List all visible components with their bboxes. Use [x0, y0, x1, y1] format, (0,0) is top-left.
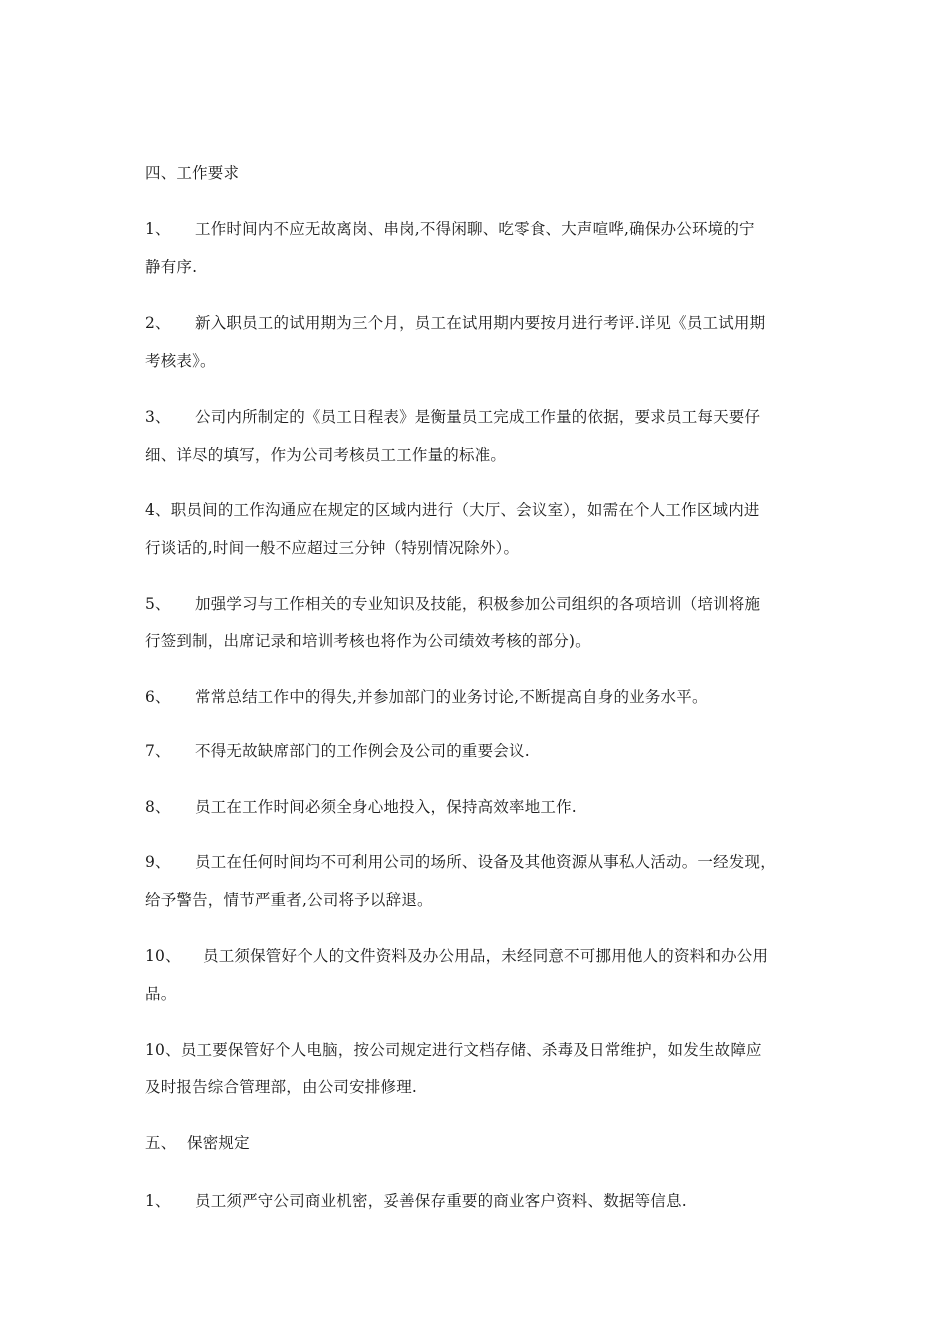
item-10a-line-1: [145, 946, 768, 966]
item-7-text: 不得无故缺席部门的工作例会及公司的重要会议.: [195, 742, 530, 760]
item-6-number: 6、: [145, 688, 171, 706]
item-4-line-2: 行谈话的,时间一般不应超过三分钟（特别情况除外）。: [145, 539, 520, 557]
item-2-number: 2、: [145, 314, 171, 332]
item-5-line-2: 行签到制，出席记录和培训考核也将作为公司绩效考核的部分)。: [145, 632, 591, 650]
section-4-heading: 四、工作要求: [145, 164, 240, 182]
section-5-item-1-line-1: [145, 1191, 687, 1211]
item-9-text: 员工在任何时间均不可利用公司的场所、设备及其他资源从事私人活动。一经发现，: [195, 853, 776, 871]
item-5-line-1: [145, 594, 760, 614]
item-1-line-1: [145, 219, 755, 239]
item-8-line-1: [145, 797, 577, 817]
item-9-line-1: [145, 852, 776, 872]
item-8-text: 员工在工作时间必须全身心地投入，保持高效率地工作.: [195, 798, 577, 816]
item-8-number: 8、: [145, 798, 171, 816]
section-5-heading: [145, 1133, 250, 1153]
item-5-number: 5、: [145, 595, 171, 613]
item-10a-text: 员工须保管好个人的文件资料及办公用品，未经同意不可挪用他人的资料和办公用: [203, 947, 769, 965]
item-9-line-2: 给予警告，情节严重者,公司将予以辞退。: [145, 891, 433, 909]
item-1-line-2: 静有序.: [145, 258, 198, 276]
item-3-line-1: [145, 407, 760, 427]
item-1-text: 工作时间内不应无故离岗、串岗,不得闲聊、吃零食、大声喧哗,确保办公环境的宁: [195, 220, 755, 238]
section-5-number: 五、: [145, 1134, 177, 1152]
item-3-line-2: 细、详尽的填写，作为公司考核员工工作量的标准。: [145, 446, 507, 464]
item-3-number: 3、: [145, 408, 171, 426]
item-6-line-1: [145, 687, 708, 707]
item-9-number: 9、: [145, 853, 171, 871]
item-4-line-1: 4、职员间的工作沟通应在规定的区域内进行（大厅、会议室），如需在个人工作区域内进: [145, 501, 760, 519]
item-7-line-1: [145, 741, 530, 761]
item-10b-line-2: 及时报告综合管理部，由公司安排修理.: [145, 1078, 418, 1096]
item-7-number: 7、: [145, 742, 171, 760]
section-5-title: 保密规定: [187, 1134, 250, 1152]
item-10a-number: 10、: [145, 947, 181, 965]
item-1-number: 1、: [145, 220, 171, 238]
item-2-text: 新入职员工的试用期为三个月，员工在试用期内要按月进行考评.详见《员工试用期: [195, 314, 766, 332]
item-3-text: 公司内所制定的《员工日程表》是衡量员工完成工作量的依据，要求员工每天要仔: [195, 408, 761, 426]
item-10b-line-1: 10、员工要保管好个人电脑，按公司规定进行文档存储、杀毒及日常维护，如发生故障应: [145, 1041, 762, 1059]
item-10a-line-2: 品。: [145, 985, 177, 1003]
item-2-line-2: 考核表》。: [145, 352, 216, 370]
section-5-item-1-text: 员工须严守公司商业机密，妥善保存重要的商业客户资料、数据等信息.: [195, 1192, 687, 1210]
section-5-item-1-number: 1、: [145, 1192, 171, 1210]
item-2-line-1: [145, 313, 765, 333]
item-5-text: 加强学习与工作相关的专业知识及技能，积极参加公司组织的各项培训（培训将施: [195, 595, 761, 613]
item-6-text: 常常总结工作中的得失,并参加部门的业务讨论,不断提高自身的业务水平。: [195, 688, 708, 706]
